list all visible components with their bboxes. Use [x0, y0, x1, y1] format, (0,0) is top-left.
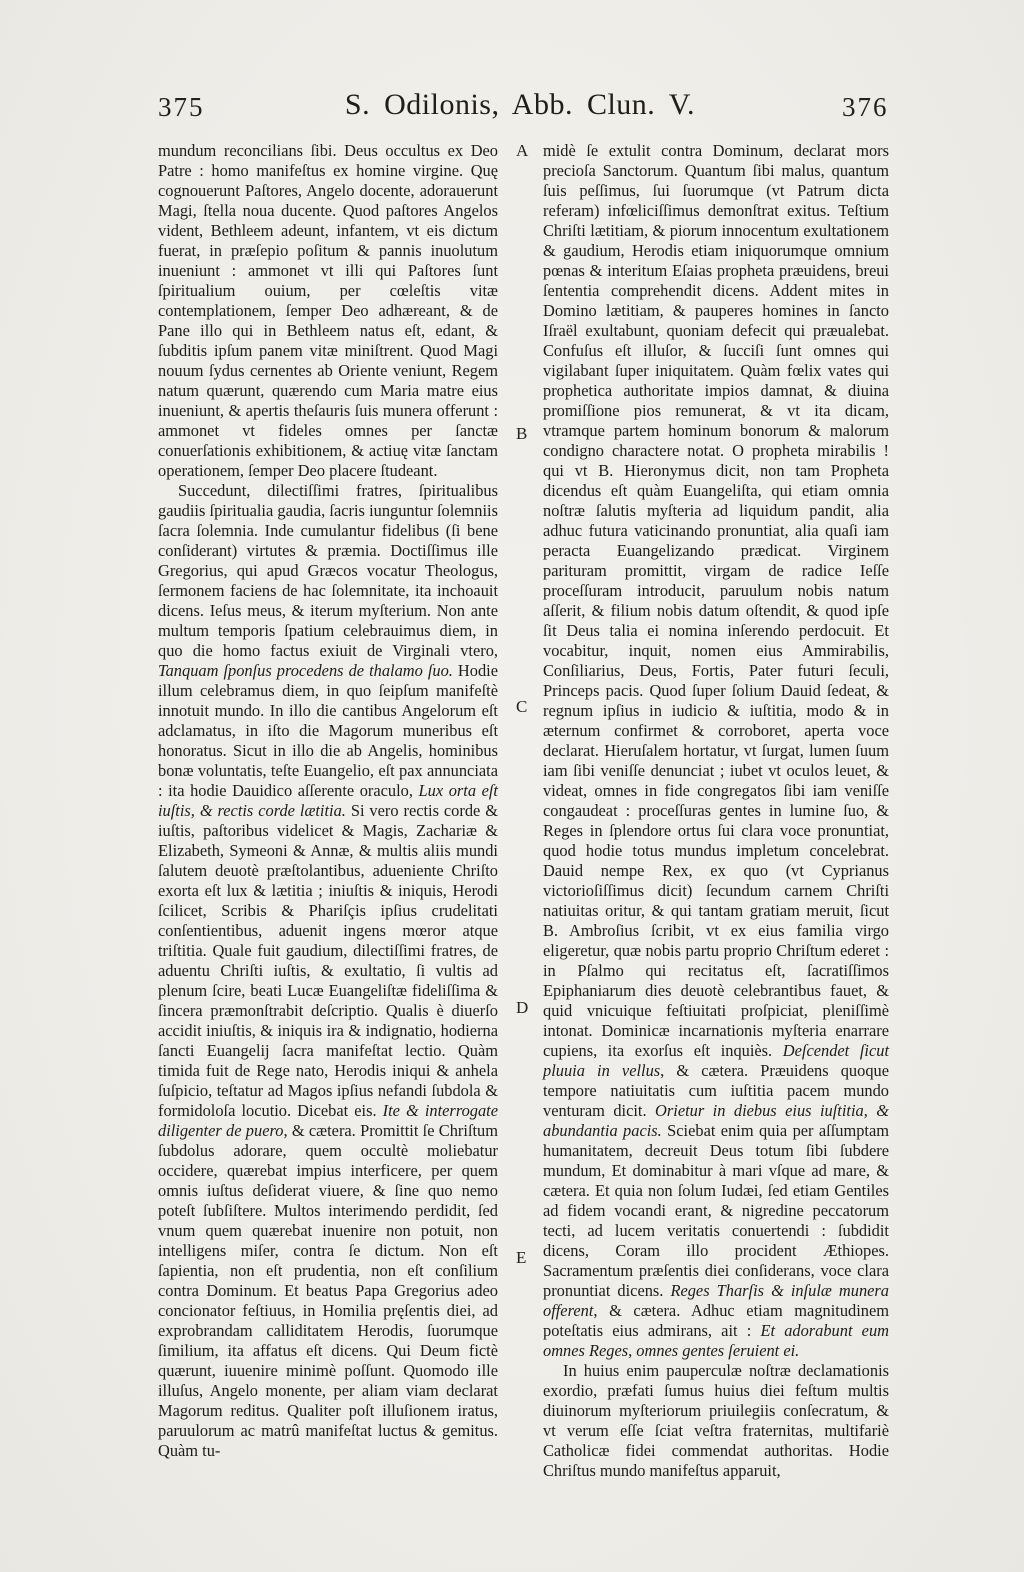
body-text: Hodie illum celebramus diem, in quo ſeipſum manifeſtè innotuit mundo. In illo die cantibus Angelorum eſt adclamatus, in iſto die Magorum muneribus eſt honoratus. Sicut in illo die ab Angelis, hominibus bonæ voluntatis, teſte Euangelio, eſt pax annunciata : ita hodie Dauidico aſſerente oraculo, [158, 661, 498, 800]
text-column-right [543, 141, 889, 1481]
body-text: midè ſe extulit contra Dominum, declarat mors precioſa Sanctorum. Quantum ſibi malus, quantum ſuis peſſimus, ſui ſuorumque (vt Patrum dicta referam) infœliciſſimus demonſtrat exitus. Teſtium Chriſti lætitiam, & piorum innocentum exultationem & gaudium, Herodis etiam iniquorumque omnium pœnas & interitum Eſaias propheta præuidens, breui ſententia comprehendit dicens. Addent mites in Domino lætitiam, & pauperes homines in ſancto Iſraël exultabunt, quoniam defecit qui præualebat. Confuſus eſt illuſor, & ſucciſi ſunt omnes qui vigilabant ſuper iniquitatem. Quàm fœlix vates qui prophetica authoritate impios damnat, & diuina promiſſione pios remunerat, & vt ita dicam, vtramque partem hominum bonorum & malorum condigno charactere notat. O propheta mirabilis ! qui vt B. Hieronymus dicit, non tam Propheta dicendus eſt quàm Euangeliſta, qui etiam omnia noſtræ ſalutis myſteria ad liquidum pandit, alia adhuc futura vaticinando pronuntiat, alia quaſi iam peracta Euangelizando prædicat. Virginem parituram promittit, virgam de radice Ieſſe proceſſuram introducit, paruulum nobis natum aſſerit, & filium nobis datum oſtendit, & quod ipſe ſit Deus talia ei nomina inſerendo perdocuit. Et vocabitur, inquit, nomen eius Ammirabilis, Conſiliarius, Deus, Fortis, Pater futuri ſeculi, Princeps pacis. Quod ſuper ſolium Dauid ſedeat, & regnum ipſius in iudicio & iuſtitia, modo & in æternum confirmet & corroboret, aperta voce declarat. Hieruſalem hortatur, vt ſurgat, lumen ſuum iam ſibi veniſſe denunciat ; iubet vt oculos leuet, & videat, omnes in fide congregatos ſibi iam veniſſe congaudeat : proceſſuras gentes in lumine ſuo, & Reges in ſplendore ortus ſui clara voce pronuntiat, quod hodie totus mundus impletum concelebrat. Dauid nempe Rex, ex quo (vt Cyprianus victorioſiſſimus dicit) ſecundum carnem Chriſti natiuitas oritur, & qui tantam gratiam meruit, ſicut B. Ambroſius ſcribit, vt ex eius familia virgo eligeretur, quæ nobis partu proprio Chriſtum ederet : in Pſalmo qui recitatus eſt, ſacratiſſimos Epiphaniarum dies deuotè celebrantibus fauet, & quid vnicuique feſtiuitati proſpiciat, pleniſſimè intonat. Dominicæ incarnationis myſteria enarrare cupiens, ita exorſus eſt inquiès. [543, 141, 889, 1060]
italic-citation: Et adorabunt eum omnes Reges, omnes gentes ſeruient ei. [543, 1321, 889, 1360]
italic-citation: Reges Tharſis & inſulæ munera offerent [543, 1281, 889, 1320]
paragraph [543, 1361, 889, 1481]
body-text: Sciebat enim quia per aſſumptam humanitatem, decreuit Deus totum ſibi ſubdere mundum, Et dominabitur à mari vſque ad mare, & cætera. Et quia non ſolum Iudæi, ſed etiam Gentiles ad fidem vocandi erant, & nigredine peccatorum tecti, ad lucem veritatis conuertendi : ſubdidit dicens, Coram illo procident Æthiopes. Sacramentum præſentis diei conſiderans, voce clara pronuntiat dicens. [543, 1121, 889, 1300]
right-page-number: 376 [842, 92, 889, 122]
body-text: , & cætera. Promittit ſe Chriſtum ſubdolus adorare, quem occultè moliebatur occidere, quærebat impius interficere, per quem omnis iuſtus deſiderat viuere, & ſine quo nemo poteſt ſubſiſtere. Multos interimendo perdidit, ſed vnum quem quærebat inuenire non potuit, non intelligens miſer, contra ſe dictum. Non eſt ſapientia, non eſt prudentia, non eſt conſilium contra Dominum. Et beatus Papa Gregorius adeo concionator feſtiuus, in Homilia pręſentis diei, ad exprobrandam calliditatem Herodis, ſuorumque ſimilium, ita affatus eſt dicens. Qui Deum fictè quærunt, iuuenire minimè poſſunt. Quomodo ille illuſus, Angelo monente, per aliam viam declarat Magorum reditus. Qualiter poſt illuſionem iratus, paruulorum ac matrû manifeſtat luctus & gemitus. Quàm tu- [158, 1121, 499, 1460]
paragraph [158, 481, 498, 1461]
body-text: mundum reconcilians ſibi. Deus occultus ex Deo Patre : homo manifeſtus ex homine virgine. Quę cognouerunt Paſtores, Angelo docente, adorauerunt Magi, ſtella noua ducente. Quod paſtores Angelos vident, Bethleem adeunt, infantem, vt eis dictum fuerat, in præſepio poſitum & pannis inuolutum inueniunt : ammonet vt illi qui Paſtores ſunt ſpiritualium ouium, per cœleſtis vitæ contemplationem, ſemper Deo adhæreant, & de Pane illo qui in Bethleem natus eſt, edant, & ſubditis ipſum panem vitæ miniſtrent. Quod Magi nouum ſydus cernentes ab Oriente veniunt, Regem natum quærunt, quærendo cum Maria matre eius inueniunt, & apertis theſauris ſuis munera offerunt : ammonet vt fideles omnes per ſanctæ conuerſationis exhibitionem, & actiuę vitæ ſanctam operationem, ſemper Deo placere ſtudeant. [158, 141, 498, 480]
italic-citation: Lux orta eſt iuſtis, & rectis corde lætitia. [158, 781, 498, 820]
italic-citation: Tanquam ſponſus procedens de thalamo ſuo. [158, 661, 453, 680]
body-text: , & cætera. Adhuc etiam magnitudinem poteſtatis eius admirans, ait : [543, 1301, 889, 1340]
italic-citation: Deſcendet ſicut pluuia in vellus [543, 1041, 889, 1080]
gutter-section-letter-B: B [516, 424, 528, 443]
body-text: , & cætera. Præuidens quoque tempore natiuitatis cum iuſtitia pacem mundo venturam dicit. [543, 1061, 889, 1120]
italic-citation: Ite & interrogate diligenter de puero [158, 1101, 498, 1140]
body-text: Si vero rectis corde & iuſtis, paſtoribus videlicet & Magis, Zachariæ & Elizabeth, Symeoni & Annæ, & multis aliis mundi ſalutem deuotè præſtolantibus, adueniente Chriſto exorta eſt lux & lætitia ; iniuſtis & iniquis, Herodi ſcilicet, Scribis & Phariſçis ipſius crudelitati conſentientibus, aduenit ingens mœror atque triſtitia. Quale fuit gaudium, dilectiſſimi fratres, de aduentu Chriſti iuſtis, & exultatio, ſi vultis ad plenum ſcire, beati Lucæ Euangeliſtæ fideliſſima & ſincera præmonſtrabit deſcriptio. Qualis è diuerſo accidit iniuſtis, & iniquis ira & indignatio, hodierna ſancti Euangelij ſacra manifeſtat lectio. Quàm timida fuit de Rege nato, Herodis iniqui & anhela ſuſpicio, teſtatur ad Magos ipſius nefandi ſubdola & formidoloſa locutio. Dicebat eis. [158, 801, 498, 1120]
paragraph [158, 141, 498, 481]
body-text: Succedunt, dilectiſſimi fratres, ſpiritualibus gaudiis ſpiritualia gaudia, ſacris iunguntur ſolemniis ſacra ſolemnia. Inde cumulantur fidelibus (ſi bene conſiderant) virtutes & præmia. Doctiſſimus ille Gregorius, qui apud Græcos vocatur Theologus, ſermonem faciens de hac ſolemnitate, ita inchoauit dicens. Ieſus meus, & iterum myſterium. Non ante multum temporis ſpatium celebrauimus diem, in quo die homo factus exiuit de Virginali vtero, [158, 481, 498, 660]
gutter-section-letter-D: D [516, 998, 529, 1017]
gutter-section-letter-A: A [516, 141, 529, 160]
paragraph [543, 141, 889, 1361]
body-text: In huius enim pauperculæ noſtræ declamationis exordio, præfati ſumus huius diei feſtum multis diuinorum myſteriorum priuilegiis conſecratum, & vt verum eſſe ſciat veſtra fraternitas, multifariè Catholicæ fidei commendat authoritas. Hodie Chriſtus mundo manifeſtus apparuit, [543, 1361, 889, 1480]
gutter-section-letter-E: E [516, 1248, 527, 1267]
text-column-left [158, 141, 498, 1461]
italic-citation: Orietur in diebus eius iuſtitia, & abundantia pacis. [543, 1101, 889, 1140]
gutter-section-letter-C: C [516, 697, 528, 716]
left-page-number: 375 [158, 92, 205, 122]
running-title: S. Odilonis, Abb. Clun. V. [344, 88, 696, 121]
